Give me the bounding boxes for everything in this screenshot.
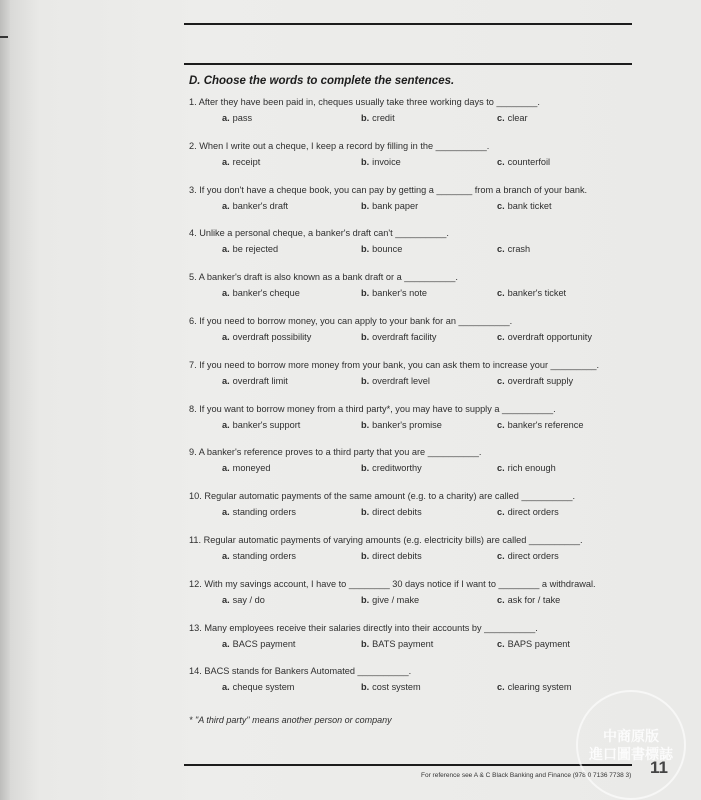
option-letter: b. (361, 595, 370, 605)
option-text: bank paper (372, 201, 419, 211)
question-12: 12. With my savings account, I have to ________ 30 days notice if I want to ________ a withdrawal. (189, 579, 596, 589)
option-c (497, 113, 528, 123)
option-a (222, 551, 296, 561)
option-letter: a. (222, 551, 230, 561)
option-c (497, 157, 550, 167)
option-text: standing orders (232, 507, 297, 517)
option-text: pass (232, 113, 253, 123)
option-b (361, 639, 433, 649)
option-text: give / make (372, 595, 420, 605)
option-letter: c. (497, 288, 505, 298)
option-letter: a. (222, 420, 230, 430)
option-c (497, 420, 583, 430)
option-letter: c. (497, 376, 505, 386)
option-text: cost system (372, 682, 421, 692)
option-text: clear (507, 113, 528, 123)
watermark-seal: 中商原版 進口圖書標誌 (576, 690, 686, 800)
option-letter: b. (361, 332, 370, 342)
facing-page-edge (0, 0, 10, 800)
option-letter: b. (361, 157, 370, 167)
option-c (497, 244, 530, 254)
option-text: credit (372, 113, 395, 123)
option-b (361, 288, 427, 298)
option-text: counterfoil (507, 157, 551, 167)
option-a (222, 288, 300, 298)
option-letter: a. (222, 157, 230, 167)
option-letter: c. (497, 244, 505, 254)
option-letter: a. (222, 201, 230, 211)
option-text: BACS payment (232, 639, 296, 649)
option-text: banker's cheque (232, 288, 300, 298)
option-b (361, 551, 422, 561)
question-2: 2. When I write out a cheque, I keep a record by filling in the __________. (189, 141, 490, 151)
page-number: 11 (650, 758, 668, 777)
option-letter: a. (222, 332, 230, 342)
option-text: banker's reference (507, 420, 584, 430)
option-text: direct orders (507, 551, 559, 561)
footnote: * "A third party" means another person or company (189, 715, 392, 725)
section-rule (184, 63, 632, 65)
option-letter: b. (361, 376, 370, 386)
option-b (361, 157, 401, 167)
exercise-heading: D. Choose the words to complete the sentences. (189, 75, 455, 87)
option-c (497, 551, 559, 561)
option-b (361, 201, 418, 211)
option-a (222, 682, 294, 692)
option-a (222, 157, 260, 167)
option-a (222, 420, 300, 430)
option-b (361, 682, 421, 692)
option-text: overdraft opportunity (507, 332, 592, 342)
option-letter: b. (361, 420, 370, 430)
option-text: direct debits (372, 507, 422, 517)
option-letter: a. (222, 595, 230, 605)
option-text: bounce (372, 244, 403, 254)
option-letter: c. (497, 639, 505, 649)
question-5: 5. A banker's draft is also known as a bank draft or a __________. (189, 272, 458, 282)
option-b (361, 595, 419, 605)
option-text: moneyed (232, 463, 271, 473)
option-text: clearing system (507, 682, 572, 692)
option-letter: b. (361, 463, 370, 473)
option-text: receipt (232, 157, 261, 167)
option-b (361, 420, 442, 430)
question-11: 11. Regular automatic payments of varying amounts (e.g. electricity bills) are called __________. (189, 535, 583, 545)
option-letter: c. (497, 420, 505, 430)
option-b (361, 332, 437, 342)
option-b (361, 113, 395, 123)
option-text: banker's note (372, 288, 428, 298)
question-3: 3. If you don't have a cheque book, you can pay by getting a _______ from a branch of your bank. (189, 185, 588, 195)
option-c (497, 376, 573, 386)
option-text: overdraft level (372, 376, 430, 386)
option-b (361, 244, 402, 254)
option-letter: a. (222, 507, 230, 517)
question-6: 6. If you need to borrow money, you can apply to your bank for an __________. (189, 316, 513, 326)
option-text: overdraft limit (232, 376, 288, 386)
option-letter: c. (497, 595, 505, 605)
option-letter: c. (497, 201, 505, 211)
option-text: crash (507, 244, 531, 254)
option-b (361, 376, 430, 386)
facing-page-mark (0, 36, 8, 38)
option-letter: a. (222, 244, 230, 254)
option-a (222, 332, 311, 342)
option-letter: b. (361, 507, 370, 517)
option-letter: a. (222, 682, 230, 692)
option-letter: b. (361, 201, 370, 211)
option-text: bank ticket (507, 201, 552, 211)
question-8: 8. If you want to borrow money from a third party*, you may have to supply a __________. (189, 404, 556, 414)
option-text: BATS payment (372, 639, 434, 649)
option-letter: c. (497, 157, 505, 167)
option-text: direct orders (507, 507, 559, 517)
option-a (222, 113, 252, 123)
option-text: say / do (232, 595, 265, 605)
option-c (497, 507, 559, 517)
question-13: 13. Many employees receive their salaries directly into their accounts by __________. (189, 623, 538, 633)
option-c (497, 332, 592, 342)
option-text: banker's support (232, 420, 301, 430)
option-b (361, 507, 422, 517)
option-text: rich enough (507, 463, 556, 473)
option-letter: a. (222, 113, 230, 123)
option-a (222, 376, 288, 386)
question-10: 10. Regular automatic payments of the same amount (e.g. to a charity) are called __________. (189, 491, 576, 501)
option-letter: b. (361, 244, 370, 254)
bottom-rule (184, 764, 632, 766)
option-text: overdraft facility (372, 332, 437, 342)
option-text: ask for / take (507, 595, 561, 605)
option-a (222, 639, 295, 649)
option-letter: a. (222, 376, 230, 386)
option-letter: c. (497, 682, 505, 692)
option-a (222, 244, 278, 254)
option-text: overdraft supply (507, 376, 574, 386)
question-1: 1. After they have been paid in, cheques usually take three working days to ________. (189, 97, 540, 107)
option-c (497, 595, 560, 605)
option-text: BAPS payment (507, 639, 570, 649)
option-letter: a. (222, 288, 230, 298)
option-b (361, 463, 422, 473)
option-text: standing orders (232, 551, 297, 561)
option-text: be rejected (232, 244, 279, 254)
option-letter: a. (222, 463, 230, 473)
option-text: banker's promise (372, 420, 442, 430)
option-letter: b. (361, 639, 370, 649)
option-a (222, 595, 265, 605)
option-c (497, 201, 552, 211)
option-letter: a. (222, 639, 230, 649)
question-7: 7. If you need to borrow more money from your bank, you can ask them to increase your _________. (189, 360, 600, 370)
option-c (497, 463, 556, 473)
option-c (497, 682, 572, 692)
option-text: direct debits (372, 551, 422, 561)
option-letter: c. (497, 332, 505, 342)
option-a (222, 463, 270, 473)
option-letter: b. (361, 288, 370, 298)
option-letter: c. (497, 551, 505, 561)
option-c (497, 288, 566, 298)
option-text: invoice (372, 157, 401, 167)
option-letter: c. (497, 507, 505, 517)
option-text: overdraft possibility (232, 332, 312, 342)
top-rule (184, 23, 632, 25)
option-letter: b. (361, 113, 370, 123)
option-letter: b. (361, 551, 370, 561)
option-c (497, 639, 570, 649)
option-letter: c. (497, 113, 505, 123)
option-letter: b. (361, 682, 370, 692)
option-a (222, 507, 296, 517)
option-text: cheque system (232, 682, 295, 692)
option-text: banker's draft (232, 201, 289, 211)
question-14: 14. BACS stands for Bankers Automated __________. (189, 666, 412, 676)
option-text: banker's ticket (507, 288, 567, 298)
question-9: 9. A banker's reference proves to a third party that you are __________. (189, 447, 482, 457)
option-text: creditworthy (372, 463, 422, 473)
option-letter: c. (497, 463, 505, 473)
question-4: 4. Unlike a personal cheque, a banker's draft can't __________. (189, 228, 449, 238)
reference-note: For reference see A & C Black Banking and Finance (978 0 7136 7738 3) (421, 772, 632, 779)
option-a (222, 201, 288, 211)
